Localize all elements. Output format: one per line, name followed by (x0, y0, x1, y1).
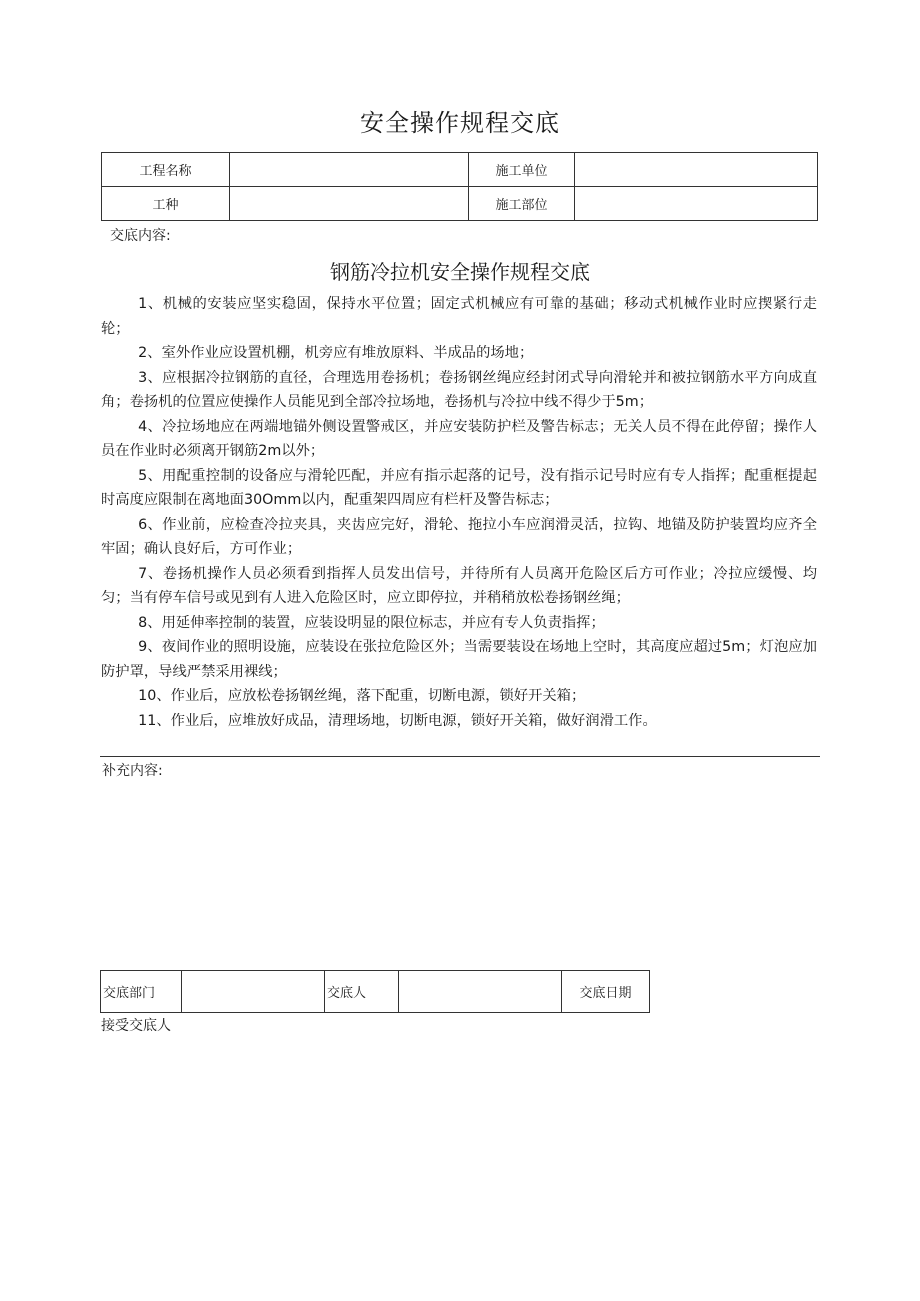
person-field[interactable] (399, 971, 562, 1013)
construction-unit-label: 施工单位 (469, 153, 575, 187)
section-divider (100, 756, 820, 757)
construction-part-label: 施工部位 (469, 187, 575, 221)
sign-row (101, 971, 650, 1013)
info-row (102, 187, 818, 221)
dept-field[interactable] (182, 971, 325, 1013)
sign-table (100, 970, 650, 1013)
date-label: 交底日期 (562, 971, 650, 1013)
rules-list (101, 292, 817, 733)
receiver-label: 接受交底人 (101, 1018, 171, 1034)
rule-item: 3、应根据冷拉钢筋的直径，合理选用卷扬机；卷扬钢丝绳应经封闭式导向滑轮并和被拉钢筋水平方向成直角；卷扬机的位置应使操作人员能见到全部冷拉场地，卷扬机与冷拉中线不得少于5m； (101, 369, 817, 410)
dept-label: 交底部门 (101, 971, 182, 1013)
supplement-label: 补充内容: (102, 763, 163, 779)
info-row (102, 153, 818, 187)
construction-part-field[interactable] (575, 187, 818, 221)
rule-item: 1、机械的安装应坚实稳固，保持水平位置；固定式机械应有可靠的基础；移动式机械作业时应揳紧行走轮； (101, 296, 817, 337)
page-title: 安全操作规程交底 (360, 109, 560, 137)
rule-item: 11、作业后，应堆放好成品，清理场地，切断电源，锁好开关箱，做好润滑工作。 (138, 712, 657, 729)
rule-item: 4、冷拉场地应在两端地锚外侧设置警戒区，并应安装防护栏及警告标志；无关人员不得在此停留；操作人员在作业时必须离开钢筋2m以外； (101, 418, 817, 459)
rule-item: 10、作业后，应放松卷扬钢丝绳，落下配重，切断电源，锁好开关箱； (138, 688, 586, 704)
rule-item: 6、作业前，应检查冷拉夹具，夹齿应完好，滑轮、拖拉小车应润滑灵活，拉钩、地锚及防护装置均应齐全牢固；确认良好后，方可作业； (101, 516, 817, 557)
rule-item: 9、夜间作业的照明设施，应装设在张拉危险区外；当需要装设在场地上空时，其高度应超过5m；灯泡应加防护罩，导线严禁采用裸线； (101, 639, 817, 680)
content-label: 交底内容: (110, 228, 171, 244)
person-label: 交底人 (325, 971, 399, 1013)
work-type-label: 工种 (102, 187, 230, 221)
rule-item: 2、室外作业应设置机棚，机旁应有堆放原料、半成品的场地； (138, 345, 534, 361)
work-type-field[interactable] (230, 187, 469, 221)
info-table (101, 152, 818, 221)
construction-unit-field[interactable] (575, 153, 818, 187)
section-title: 钢筋冷拉机安全操作规程交底 (330, 260, 590, 284)
project-name-label: 工程名称 (102, 153, 230, 187)
project-name-field[interactable] (230, 153, 469, 187)
rule-item: 8、用延伸率控制的装置，应装设明显的限位标志，并应有专人负责指挥； (138, 614, 605, 631)
rule-item: 5、用配重控制的设备应与滑轮匹配，并应有指示起落的记号，没有指示记号时应有专人指挥；配重框提起时高度应限制在离地面30Omm以内，配重架四周应有栏杆及警告标志； (101, 467, 817, 508)
rule-item: 7、卷扬机操作人员必须看到指挥人员发出信号，并待所有人员离开危险区后方可作业；冷拉应缓慢、均匀；当有停车信号或见到有人进入危险区时，应立即停拉，并稍稍放松卷扬钢丝绳； (101, 565, 817, 606)
